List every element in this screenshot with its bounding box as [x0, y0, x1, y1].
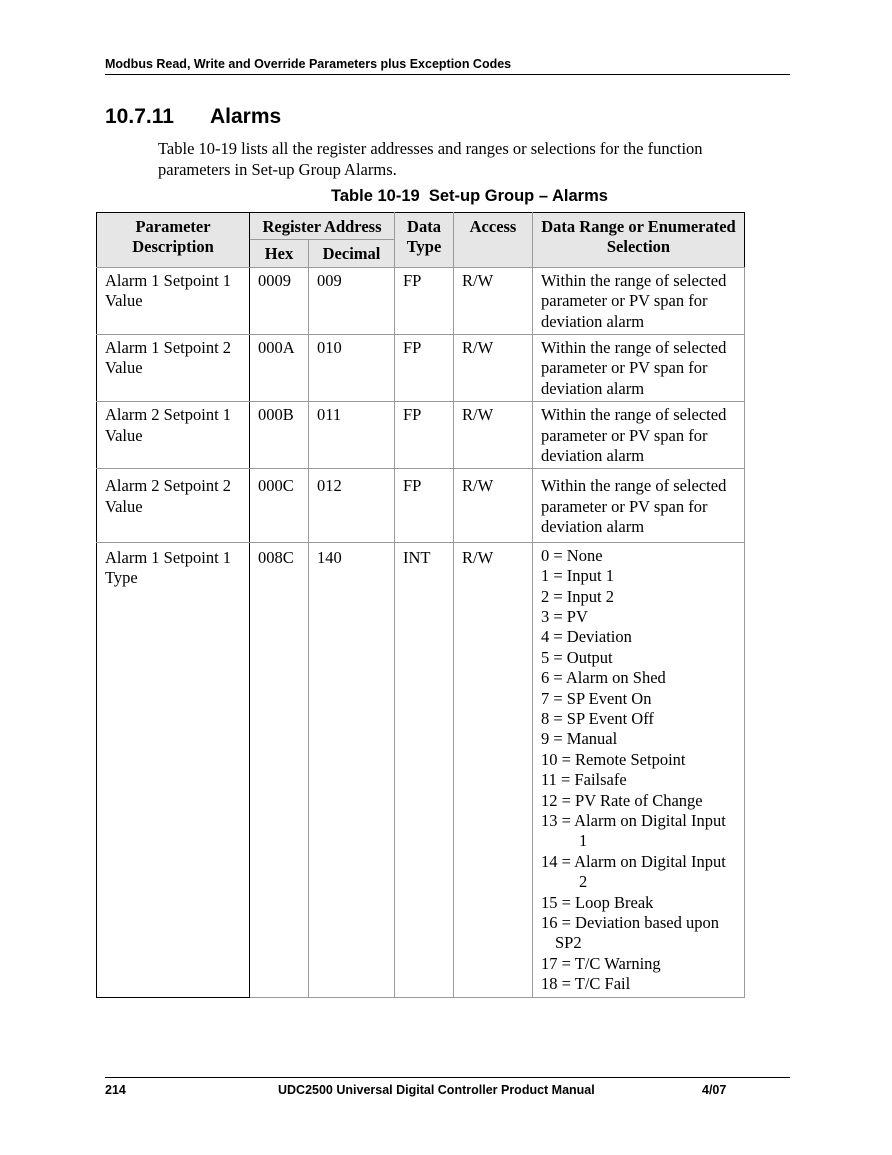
enum-option: 4 = Deviation — [541, 627, 632, 647]
cell-type: INT — [395, 542, 454, 997]
enum-option: 15 = Loop Break — [541, 892, 654, 912]
col-header-decimal: Decimal — [309, 240, 395, 267]
col-header-access: Access — [454, 213, 533, 268]
intro-paragraph: Table 10-19 lists all the register addresses and ranges or selections for the function parameters in Set-up Group Alarms. — [158, 139, 703, 179]
footer-date: 4/07 — [702, 1083, 727, 1097]
cell-type: FP — [395, 402, 454, 469]
table-caption: Table 10-19 Set-up Group – Alarms — [331, 187, 608, 205]
cell-range: Within the range of selected parameter or PV span for deviation alarm — [533, 335, 745, 402]
cell-description: Alarm 2 Setpoint 2 Value — [97, 469, 250, 542]
enum-option: 11 = Failsafe — [541, 770, 627, 790]
enum-option: 7 = SP Event On — [541, 688, 652, 708]
cell-access: R/W — [454, 267, 533, 334]
enum-option: 13 = Alarm on Digital Input 1 — [541, 810, 726, 851]
cell-range: Within the range of selected parameter or PV span for deviation alarm — [533, 267, 745, 334]
cell-access: R/W — [454, 402, 533, 469]
cell-hex: 0009 — [250, 267, 309, 334]
cell-options — [533, 542, 745, 997]
header-rule — [105, 74, 790, 75]
cell-hex: 000C — [250, 469, 309, 542]
cell-hex: 000B — [250, 402, 309, 469]
enum-option: 16 = Deviation based upon SP2 — [541, 913, 719, 953]
running-header: Modbus Read, Write and Override Parameters plus Exception Codes — [105, 57, 512, 71]
enum-option: 12 = PV Rate of Change — [541, 790, 703, 810]
table-row — [97, 267, 745, 334]
cell-decimal: 140 — [309, 542, 395, 997]
enum-option: 3 = PV — [541, 606, 588, 626]
cell-decimal: 012 — [309, 469, 395, 542]
cell-description: Alarm 1 Setpoint 2 Value — [97, 335, 250, 402]
cell-access: R/W — [454, 335, 533, 402]
col-header-parameter: Parameter Description — [97, 213, 250, 268]
enum-option: 14 = Alarm on Digital Input 2 — [541, 851, 726, 892]
cell-description: Alarm 2 Setpoint 1 Value — [97, 402, 250, 469]
enum-option: 1 = Input 1 — [541, 566, 615, 586]
section-title: Alarms — [210, 105, 282, 128]
cell-access: R/W — [454, 469, 533, 542]
enum-option: 18 = T/C Fail — [541, 974, 631, 994]
enum-option: 10 = Remote Setpoint — [541, 749, 686, 769]
cell-decimal: 011 — [309, 402, 395, 469]
cell-access: R/W — [454, 542, 533, 997]
cell-hex: 008C — [250, 542, 309, 997]
cell-decimal: 010 — [309, 335, 395, 402]
col-header-range: Data Range or Enumerated Selection — [533, 213, 745, 268]
table-row — [97, 335, 745, 402]
enum-option: 2 = Input 2 — [541, 586, 615, 606]
cell-type: FP — [395, 335, 454, 402]
table-row — [97, 402, 745, 469]
cell-type: FP — [395, 469, 454, 542]
alarms-table — [96, 212, 745, 998]
cell-range: Within the range of selected parameter or PV span for deviation alarm — [533, 469, 745, 542]
enum-option: 8 = SP Event Off — [541, 708, 654, 728]
enum-option: 0 = None — [541, 545, 603, 565]
col-header-hex: Hex — [250, 240, 309, 267]
page-number: 214 — [105, 1083, 126, 1097]
enum-option: 5 = Output — [541, 647, 613, 667]
cell-range: Within the range of selected parameter or PV span for deviation alarm — [533, 402, 745, 469]
table-row — [97, 542, 745, 997]
enum-option: 17 = T/C Warning — [541, 953, 661, 973]
cell-type: FP — [395, 267, 454, 334]
cell-hex: 000A — [250, 335, 309, 402]
footer-rule — [105, 1077, 790, 1078]
section-number: 10.7.11 — [105, 105, 174, 128]
cell-description: Alarm 1 Setpoint 1 Value — [97, 267, 250, 334]
enum-option: 6 = Alarm on Shed — [541, 668, 666, 688]
cell-description: Alarm 1 Setpoint 1 Type — [97, 542, 250, 997]
cell-decimal: 009 — [309, 267, 395, 334]
table-row — [97, 469, 745, 542]
footer-manual-title: UDC2500 Universal Digital Controller Product Manual — [278, 1083, 595, 1097]
col-header-data-type: Data Type — [395, 213, 454, 268]
enum-option: 9 = Manual — [541, 729, 618, 749]
col-header-register: Register Address — [250, 213, 395, 240]
